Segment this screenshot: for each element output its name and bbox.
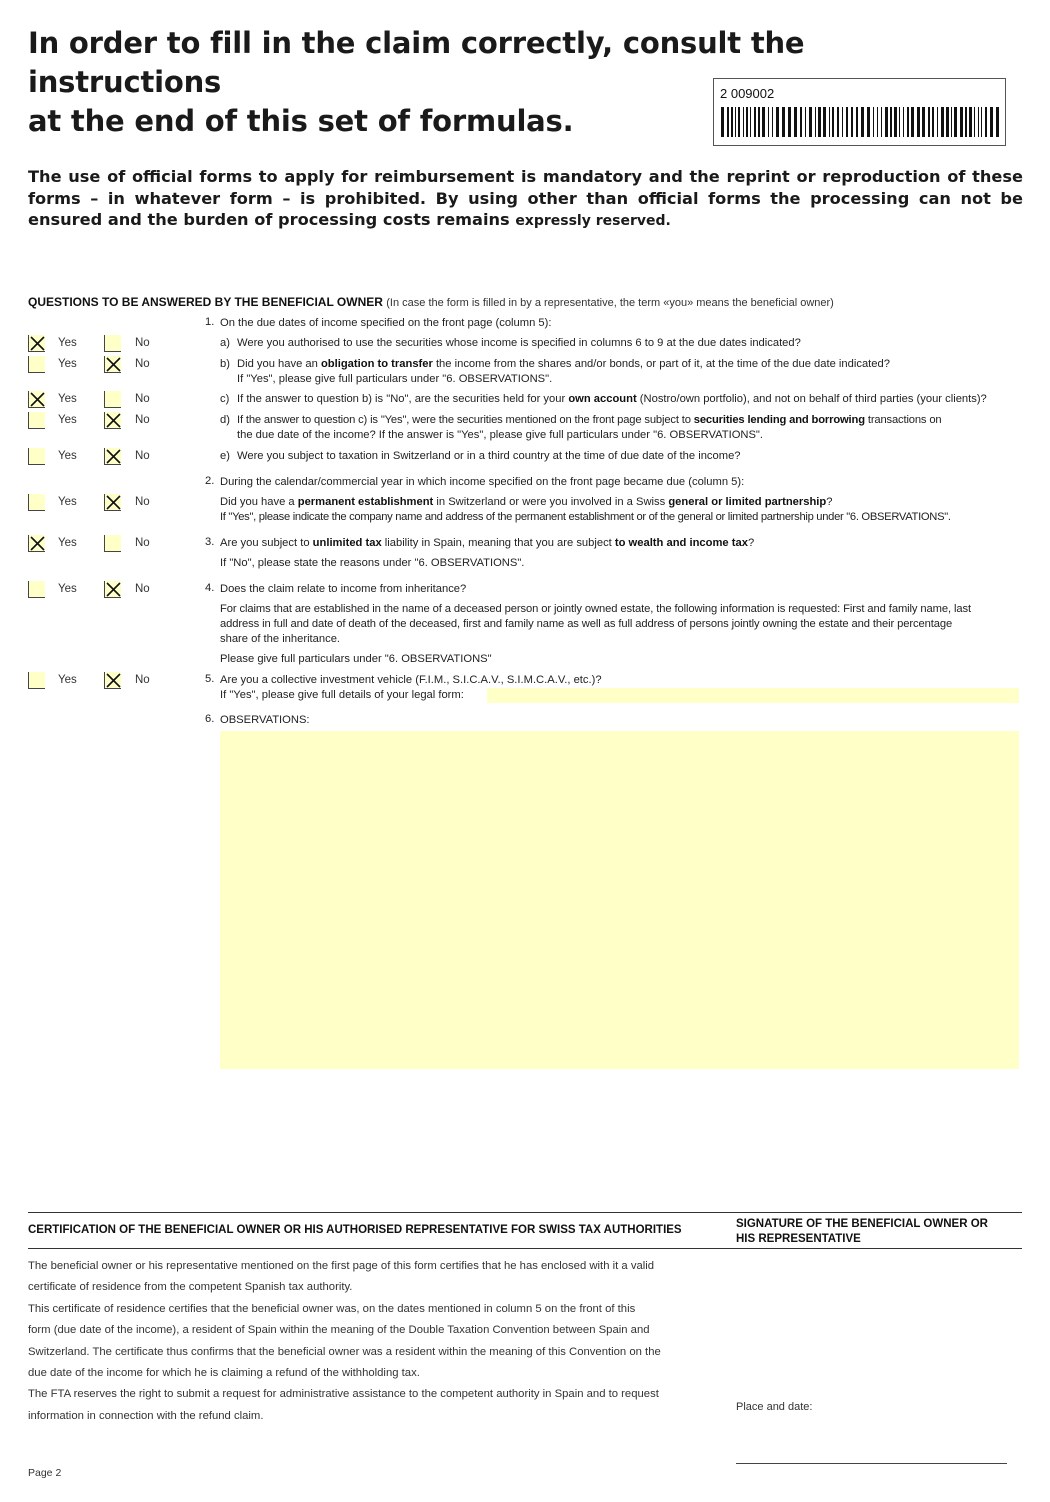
checked-x-icon [29,535,46,552]
q1a-no-label: No [135,337,150,349]
barcode-bar [815,107,816,137]
q2-text: During the calendar/commercial year in which income specified on the front page became due (column 5): [220,476,745,488]
checked-x-icon [105,412,122,429]
barcode-bar [829,107,830,137]
q4-paragraph-line3: share of the inheritance. [220,633,341,645]
q4-yes-label: Yes [58,583,77,595]
q1d-text-line2: the due date of the income? If the answer is "Yes", please give full particulars under "6. OBSERVATIONS". [237,429,764,441]
barcode-number: 2 009002 [720,86,775,101]
barcode-bar [776,107,779,137]
barcode-bar [861,107,864,137]
barcode-bar [837,107,839,137]
observations-field[interactable] [220,731,1019,1069]
checked-x-icon [105,581,122,598]
barcode-bar [890,107,892,137]
q5-no-label: No [135,674,150,686]
page-number: Page 2 [28,1467,62,1479]
q5-text: Are you a collective investment vehicle (F.I.M., S.I.C.A.V., S.I.M.C.A.V., etc.)? [220,674,602,686]
q3-yes-label: Yes [58,537,77,549]
barcode-box [713,78,1006,146]
q1-number: 1. [205,316,215,328]
q2-yes-label: Yes [58,496,77,508]
barcode-bar [911,107,914,137]
barcode-bar [758,107,760,137]
barcode-bar [974,107,975,137]
q2-no-checkbox[interactable] [104,494,121,511]
questions-heading-title: QUESTIONS TO BE ANSWERED BY THE BENEFICIAL OWNER [28,295,383,309]
q2-number: 2. [205,475,215,487]
barcode-bar [772,107,773,137]
q3-question: Are you subject to unlimited tax liability in Spain, meaning that you are subject to wealth and income tax? [220,537,755,549]
q3-no-checkbox[interactable] [104,535,121,552]
q4-paragraph-line1: For claims that are established in the name of a deceased person or jointly owned estate, the following information is requested: First and family name, last [220,603,972,615]
barcode-bar [941,107,944,137]
legal-form-field[interactable] [487,688,1019,703]
questions-heading-note: (In case the form is filled in by a representative, the term «you» means the beneficial owner) [386,297,834,309]
q3-no-label: No [135,537,150,549]
barcode-bar [738,107,740,137]
cert-line-8: information in connection with the refund claim. [28,1409,264,1422]
barcode-bar [805,107,806,137]
barcode-bar [894,107,897,137]
barcode-bar [873,107,874,137]
barcode-bar [881,107,882,137]
barcode-bar [954,107,957,137]
barcode-bar [867,107,870,137]
cert-heading: CERTIFICATION OF THE BENEFICIAL OWNER OR HIS AUTHORISED REPRESENTATIVE FOR SWISS TAX AUTHORITIES [28,1224,682,1236]
barcode-bar [731,107,733,137]
q1c-letter: c) [220,393,230,405]
checked-x-icon [29,335,46,352]
cert-line-2: certificate of residence from the competent Spanish tax authority. [28,1281,353,1294]
barcode-bar [990,107,993,137]
barcode-bar [946,107,949,137]
q1b-no-checkbox[interactable] [104,356,121,373]
q2-no-label: No [135,496,150,508]
q3-number: 3. [205,536,215,548]
checked-x-icon [105,672,122,689]
barcode-bar [996,107,999,137]
questions-heading [28,295,834,309]
q1d-no-checkbox[interactable] [104,412,121,429]
barcode-bar [978,107,979,137]
q6-number: 6. [205,713,215,725]
barcode-bar [899,107,900,137]
barcode-bar [907,107,909,137]
barcode-bar [768,107,769,137]
barcode-bar [788,107,791,137]
q1e-yes-checkbox[interactable] [28,448,45,465]
q4-paragraph-line4: Please give full particulars under "6. OBSERVATIONS" [220,653,492,665]
q1a-yes-label: Yes [58,337,77,349]
barcode-bar [746,107,748,137]
q4-no-checkbox[interactable] [104,581,121,598]
q1a-letter: a) [220,337,230,349]
barcode-bar [842,107,843,137]
q2-text-line2: If "Yes", please indicate the company name and address of the permanent establishment or of the general or limited partnership under "6. OBSERVATIONS". [220,511,951,523]
barcode-bar [969,107,972,137]
q4-number: 4. [205,582,215,594]
q1e-no-checkbox[interactable] [104,448,121,465]
checked-x-icon [105,356,122,373]
q5-yes-label: Yes [58,674,77,686]
q6-label: OBSERVATIONS: [220,714,310,726]
q1c-no-label: No [135,393,150,405]
checked-x-icon [105,494,122,511]
barcode-bar [985,107,987,137]
barcode-bar [721,107,724,137]
place-date-label: Place and date: [736,1401,813,1413]
barcode-bar [922,107,925,137]
intro-bold-text: The use of official forms to apply for reimbursement is mandatory and the reprint or reproduction of these forms – in whatever form – is prohibited. By using other than official forms the processing can not be ensured and the burden of processing costs remains [28,167,1023,229]
cert-line-4: form (due date of the income), a resident of Spain within the meaning of the Double Taxation Convention between Spain and [28,1324,650,1337]
cert-paragraph [28,1256,710,1427]
cert-bottom-rule [28,1248,1022,1249]
q1e-no-label: No [135,450,150,462]
barcode-bar [762,107,765,137]
q1c-text: If the answer to question b) is "No", are the securities held for your own account (Nostro/own portfolio), and not on behalf of third parties (your clients)? [237,393,987,405]
barcode-bar [965,107,967,137]
q1b-yes-checkbox[interactable] [28,356,45,373]
q1d-letter: d) [220,414,230,426]
intro-paragraph [28,166,1023,233]
q1a-text: Were you authorised to use the securities whose income is specified in columns 6 to 9 at the due dates indicated? [237,337,801,349]
cert-line-5: Switzerland. The certificate thus confirms that the beneficial owner was a resident within the meaning of this Convention on the [28,1345,661,1358]
q4-paragraph-line2: address in full and date of death of the deceased, first and family name as well as full address of persons jointly owning the estate and their percentage [220,618,953,630]
checked-x-icon [29,391,46,408]
title-line-1: In order to fill in the claim correctly, consult the instructions [28,26,805,99]
q5-text-line2: If "Yes", please give full details of your legal form: [220,689,464,701]
barcode-bar [743,107,744,137]
q1d-yes-checkbox[interactable] [28,412,45,429]
q1c-yes-checkbox[interactable] [28,391,45,408]
q1-text: On the due dates of income specified on the front page (column 5): [220,317,552,329]
q1c-yes-label: Yes [58,393,77,405]
barcode-bar [851,107,853,137]
q1b-letter: b) [220,358,230,370]
q1b-text: Did you have an obligation to transfer the income from the shares and/or bonds, or part of it, at the time of the due date indicated? [237,358,890,370]
q1d-text: If the answer to question c) is "Yes", were the securities mentioned on the front page subject to securities lending and borrowing transactions on [237,414,942,426]
barcode-bar [917,107,920,137]
barcode-bar [735,107,736,137]
cert-line-6: due date of the income for which he is claiming a refund of the withholding tax. [28,1367,420,1380]
barcode-bar [981,107,982,137]
q1d-yes-label: Yes [58,414,77,426]
q1b-text-line2: If "Yes", please give full particulars under "6. OBSERVATIONS". [237,373,553,385]
q1e-text: Were you subject to taxation in Switzerland or in a third country at the time of due date of the income? [237,450,741,462]
q1b-yes-label: Yes [58,358,77,370]
barcode-bar [877,107,878,137]
barcode-bar [903,107,904,137]
q5-yes-checkbox[interactable] [28,672,45,689]
q2-yes-checkbox[interactable] [28,494,45,511]
q1e-letter: e) [220,450,230,462]
barcode-bar [846,107,848,137]
q1d-no-label: No [135,414,150,426]
q2-question: Did you have a permanent establishment in Switzerland or were you involved in a Swiss general or limited partnership? [220,496,833,508]
q1e-yes-label: Yes [58,450,77,462]
q4-text: Does the claim relate to income from inheritance? [220,583,467,595]
barcode-bar [782,107,785,137]
q1b-no-label: No [135,358,150,370]
barcode-bar [823,107,826,137]
q1a-yes-checkbox[interactable] [28,335,45,352]
barcode-bar [856,107,858,137]
barcode-bar [800,107,802,137]
signature-line[interactable] [736,1463,1007,1464]
q4-no-label: No [135,583,150,595]
cert-line-7: The FTA reserves the right to submit a request for administrative assistance to the competent authority in Spain and to request [28,1388,659,1401]
barcode-bar [928,107,930,137]
q1a-no-checkbox[interactable] [104,335,121,352]
cert-top-rule [28,1212,1022,1213]
barcode-bar [818,107,821,137]
q3-yes-checkbox[interactable] [28,535,45,552]
cert-line-1: The beneficial owner or his representative mentioned on the first page of this form certifies that he has enclosed with it a valid [28,1260,655,1272]
signature-heading: SIGNATURE OF THE BENEFICIAL OWNER OR HIS REPRESENTATIVE [736,1218,988,1245]
barcode-bar [809,107,812,137]
barcode-bar [754,107,756,137]
barcode-bar [932,107,934,137]
barcode-bar [885,107,888,137]
q3-text-line2: If "No", please state the reasons under "6. OBSERVATIONS". [220,557,525,569]
q5-number: 5. [205,673,215,685]
barcode-bar [750,107,751,137]
barcode-bar [951,107,952,137]
cert-line-3: This certificate of residence certifies that the beneficial owner was, on the dates mentioned in column 5 on the front of this [28,1302,636,1315]
barcode-bar [727,107,729,137]
barcode-bar [832,107,834,137]
barcode-bar [794,107,797,137]
q5-no-checkbox[interactable] [104,672,121,689]
checked-x-icon [105,448,122,465]
barcode-icon [721,107,1001,137]
barcode-bar [937,107,938,137]
title-line-2: at the end of this set of formulas. [28,104,574,138]
intro-light-text: expressly reserved. [515,213,671,229]
q1c-no-checkbox[interactable] [104,391,121,408]
barcode-bar [960,107,963,137]
q4-yes-checkbox[interactable] [28,581,45,598]
